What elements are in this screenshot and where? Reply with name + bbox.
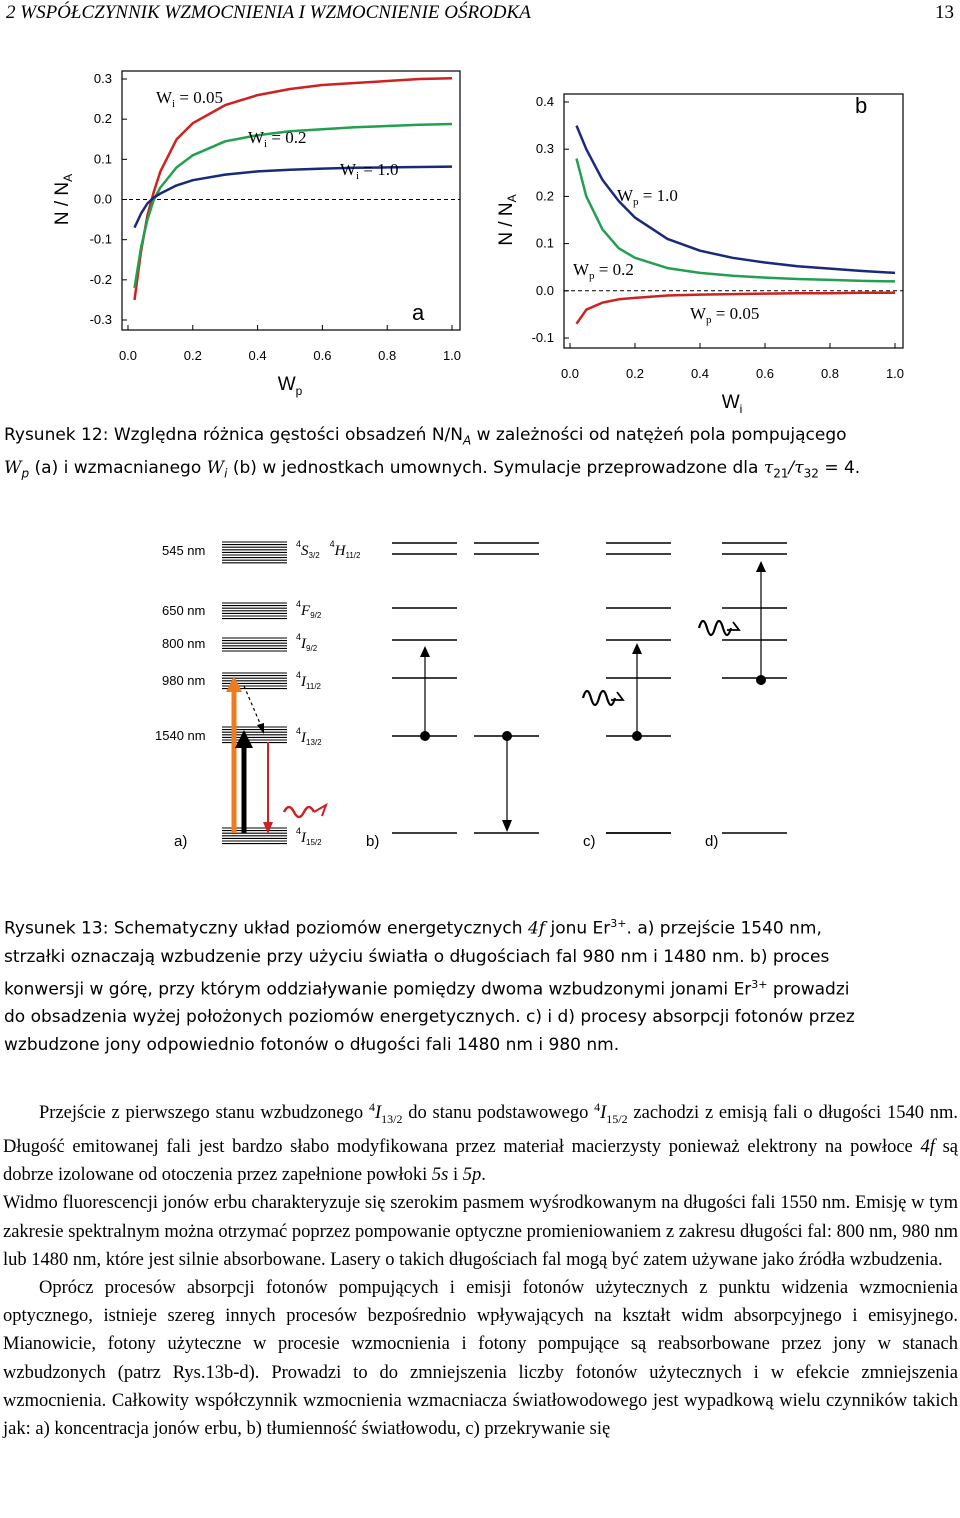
fig12-cap-text-1: Rysunek 12: Względna różnica gęstości obsadzeń N/N — [4, 425, 463, 445]
fig13-cap-text-5: prowadzi — [767, 979, 850, 1000]
y-tick-label: -0.3 — [89, 312, 112, 327]
paragraph-3: Oprócz procesów absorpcji fotonów pompujących i emisji fotonów użytecznych z punktu widzenia wzmocnienia optycznego, istnieje szereg innych procesów bezpośrednio wpływających na kształt widm absorpcyjnego i emisyjnego. Mianowicie, fotony użyteczne w procesie wzmocnienia i fotony pompujące są reabsorbowane przez jony w stanach wzbudzonych (patrz Rys.13b-d). Prowadzi to do zmniejszenia liczby fotonów użytecznych i w efekcie zmniejszenia wzmocnienia. Całkowity współczynnik wzmocnienia wzmacniacza światłowodowego jest wypadkową wielu czynników takich jak: a) koncentracja jonów erbu, b) tłumienność światłowodu, c) przekrywanie się — [3, 1278, 958, 1440]
y-tick-label: 0.0 — [93, 191, 112, 207]
term-label-i132: $^4I_{13/2}$ — [296, 726, 322, 747]
p1-I1: I — [374, 1103, 382, 1124]
running-title: 2 WSPÓŁCZYNNIK WZMOCNIENIA I WZMOCNIENIE OŚRODKA — [6, 2, 531, 23]
panel-label-b: b) — [366, 833, 380, 850]
term-label-s32: $^4S_{3/2}^4H_{11/2}$ — [296, 539, 361, 560]
series-annotation: $W_i = 0.05$ — [156, 88, 223, 110]
series-annotation: $W_i = 1.0$ — [340, 160, 399, 182]
photon-1480-wave-icon — [583, 691, 615, 705]
fig12-cap-text-4: (b) w jednostkach umownych. Symulacje przeprowadzone dla — [227, 458, 764, 479]
fig12-caption-line1 — [4, 421, 956, 454]
y-tick-label: -0.1 — [531, 330, 554, 345]
y-tick-label: 0.0 — [535, 282, 554, 298]
ion-dot — [502, 731, 512, 741]
x-tick-label: 1.0 — [885, 366, 905, 381]
wavelength-label: 650 nm — [162, 603, 206, 618]
x-tick-label: 0.8 — [378, 348, 397, 363]
x-tick-label: 0.4 — [690, 366, 710, 381]
photon-1480-arrow-icon — [611, 692, 623, 700]
paragraph-2: Widmo fluorescencji jonów erbu charakteryzuje się szerokim pasmem wyśrodkowanym na długości fali 1550 nm. Emisję w tym zakresie spektralnym można otrzymać poprzez pompowanie optyczne promieniowaniem z zakresu długości fal: 800 nm, 980 nm lub 1480 nm, które jest silnie absorbowane. Lasery o takich długościach fal mogą być zatem używane jako źródła wzbudzenia. — [3, 1193, 958, 1270]
fig13-caption-line2: strzałki oznaczają wzbudzenie przy użyciu światła o długościach fal 980 nm i 1480 nm. b) proces — [4, 946, 830, 967]
absorption-arrowhead-d — [756, 561, 766, 572]
body-text — [3, 1093, 958, 1443]
y-tick-label: -0.2 — [89, 271, 112, 287]
upconversion-arrowhead-up — [420, 646, 430, 657]
y-axis-label: N / $N_A$ — [52, 173, 75, 226]
series-annotation: $W_p = 1.0$ — [617, 186, 678, 208]
photon-red-wave-icon — [284, 807, 314, 817]
x-tick-label: 0.6 — [755, 366, 775, 381]
p1-sup1: 4 — [368, 1100, 375, 1114]
series-line — [135, 124, 453, 288]
fig12-cap-sub-a: A — [463, 433, 472, 448]
ion-dot — [756, 675, 766, 685]
ion-dot — [632, 731, 642, 741]
panel-label: a — [412, 300, 425, 325]
fig12-cap-tau-sub2: 32 — [803, 466, 819, 481]
wavelength-label: 1540 nm — [155, 728, 206, 743]
figure-12-caption — [4, 421, 956, 488]
term-labels — [296, 539, 361, 847]
p1-text-f: . — [481, 1165, 486, 1186]
fig13-cap-sup2: 3+ — [751, 977, 768, 991]
chart-b — [496, 93, 904, 416]
wavelength-label: 800 nm — [162, 636, 206, 651]
p1-5p: 5p — [462, 1165, 482, 1186]
p1-text-a: Przejście z pierwszego stanu wzbudzonego — [39, 1103, 369, 1124]
fig13-cap-sup: 3+ — [610, 917, 627, 930]
p1-text-c: zachodzi z emisją fali o długości 1540 nm. Długość emitowanej fali jest bardzo słabo modyfikowana przez materiał macierzysty ponieważ elektrony na powłoce — [3, 1103, 958, 1158]
fig12-cap-tau-slash: /τ — [788, 458, 804, 479]
fig13-cap-text-4: konwersji w górę, przy którym oddziaływanie pomiędzy dwoma wzbudzonymi jonami Er — [4, 979, 752, 1000]
x-tick-label: 0.4 — [248, 348, 267, 363]
series-line — [135, 78, 453, 300]
y-tick-label: 0.3 — [535, 141, 554, 157]
x-axis-label: $W_i$ — [721, 392, 743, 416]
x-tick-label: 0.6 — [313, 348, 332, 363]
photon-980-arrow-icon — [727, 622, 739, 630]
absorption-arrowhead-c — [632, 643, 642, 654]
x-tick-label: 0.2 — [625, 366, 645, 381]
panel-label: b — [855, 93, 868, 118]
term-label-i112: $^4I_{11/2}$ — [296, 670, 321, 691]
series-line — [135, 167, 453, 228]
p1-sub1: 13/2 — [381, 1111, 403, 1126]
y-tick-label: 0.1 — [535, 235, 554, 251]
p1-I2: I — [600, 1103, 607, 1124]
fig12-cap-tau: τ — [763, 458, 774, 479]
y-tick-label: 0.3 — [93, 71, 112, 86]
wavelength-label: 545 nm — [162, 543, 206, 558]
series-annotation: $W_p = 0.05$ — [690, 304, 760, 326]
panel-levels — [392, 543, 787, 833]
y-tick-label: 0.1 — [93, 151, 112, 167]
x-tick-label: 0.8 — [820, 366, 840, 381]
ion-dot — [420, 731, 430, 741]
fig13-cap-text-2: jonu Er — [545, 918, 611, 939]
p1-5s: 5s — [431, 1165, 449, 1186]
fig12-cap-text-2: w zależności od natężeń pola pompującego — [471, 425, 847, 445]
p1-text-d: są dobrze izolowane od otoczenia przez zapełnione powłoki — [3, 1137, 958, 1186]
fig13-cap-text-1: Rysunek 13: Schematyczny układ poziomów energetycznych — [4, 918, 528, 939]
fig12-cap-wi-sub: i — [224, 466, 228, 481]
upconversion-arrowhead-down — [502, 820, 512, 832]
panel-label-c: c) — [583, 833, 596, 850]
fig12-cap-wp: W — [4, 458, 22, 479]
fig12-cap-wp-sub: p — [21, 466, 30, 481]
fig13-caption-line3 — [4, 971, 956, 1004]
p1-text-b: do stanu podstawowego — [402, 1103, 595, 1124]
x-tick-label: 0.0 — [560, 366, 580, 381]
fig12-cap-tau-sub1: 21 — [773, 466, 789, 481]
p1-sup2: 4 — [594, 1100, 601, 1114]
page-header — [0, 2, 960, 28]
term-label-i152: $^4I_{15/2}$ — [296, 826, 322, 847]
photon-980-wave-icon — [699, 621, 731, 635]
figure-12-charts — [0, 55, 960, 416]
page-number: 13 — [935, 2, 954, 23]
y-axis-label: N / $N_A$ — [496, 194, 519, 246]
x-tick-label: 0.0 — [118, 348, 138, 363]
y-tick-label: 0.2 — [93, 111, 112, 127]
fig12-caption-line2 — [4, 454, 956, 487]
series-annotation: $W_i = 0.2$ — [248, 128, 307, 150]
fig13-cap-4f: 4f — [527, 918, 546, 939]
figure-13-caption — [4, 910, 956, 1059]
figure-13-diagram — [0, 520, 960, 860]
y-tick-label: 0.2 — [535, 188, 554, 204]
paragraph-1 — [3, 1093, 958, 1189]
chart-a — [52, 71, 461, 398]
p1-sub2: 15/2 — [606, 1111, 628, 1126]
series-annotation: $W_p = 0.2$ — [573, 260, 634, 282]
fig13-caption-line1 — [4, 910, 956, 943]
panel-label-a: a) — [174, 833, 188, 850]
x-axis-label: $W_p$ — [277, 374, 303, 398]
relaxation-arrow — [244, 686, 262, 728]
fig12-cap-tau-end: = 4. — [818, 458, 861, 479]
x-tick-label: 1.0 — [442, 348, 462, 363]
photon-red-arrow-icon — [314, 805, 326, 816]
panel-label-d: d) — [705, 833, 719, 850]
fig13-caption-line5: wzbudzone jony odpowiednio fotonów o długości fali 1480 nm i 980 nm. — [4, 1035, 620, 1056]
term-label-i92: $^4I_{9/2}$ — [296, 632, 318, 653]
wavelength-label: 980 nm — [162, 673, 206, 688]
fig13-caption-line4: do obsadzenia wyżej położonych poziomów energetycznych. c) i d) procesy absorpcji fotonów przez — [4, 1007, 855, 1028]
term-label-f92: $^4F_{9/2}$ — [296, 599, 322, 620]
x-tick-label: 0.2 — [183, 348, 202, 363]
p1-4f: 4f — [920, 1137, 935, 1158]
fig12-cap-text-3: (a) i wzmacnianego — [29, 458, 207, 479]
fig13-cap-text-3: . a) przejście 1540 nm, — [626, 918, 822, 939]
y-tick-label: -0.1 — [89, 231, 112, 247]
fig12-cap-wi: W — [206, 458, 225, 479]
y-tick-label: 0.4 — [535, 94, 554, 109]
p1-text-e: i — [448, 1165, 463, 1186]
